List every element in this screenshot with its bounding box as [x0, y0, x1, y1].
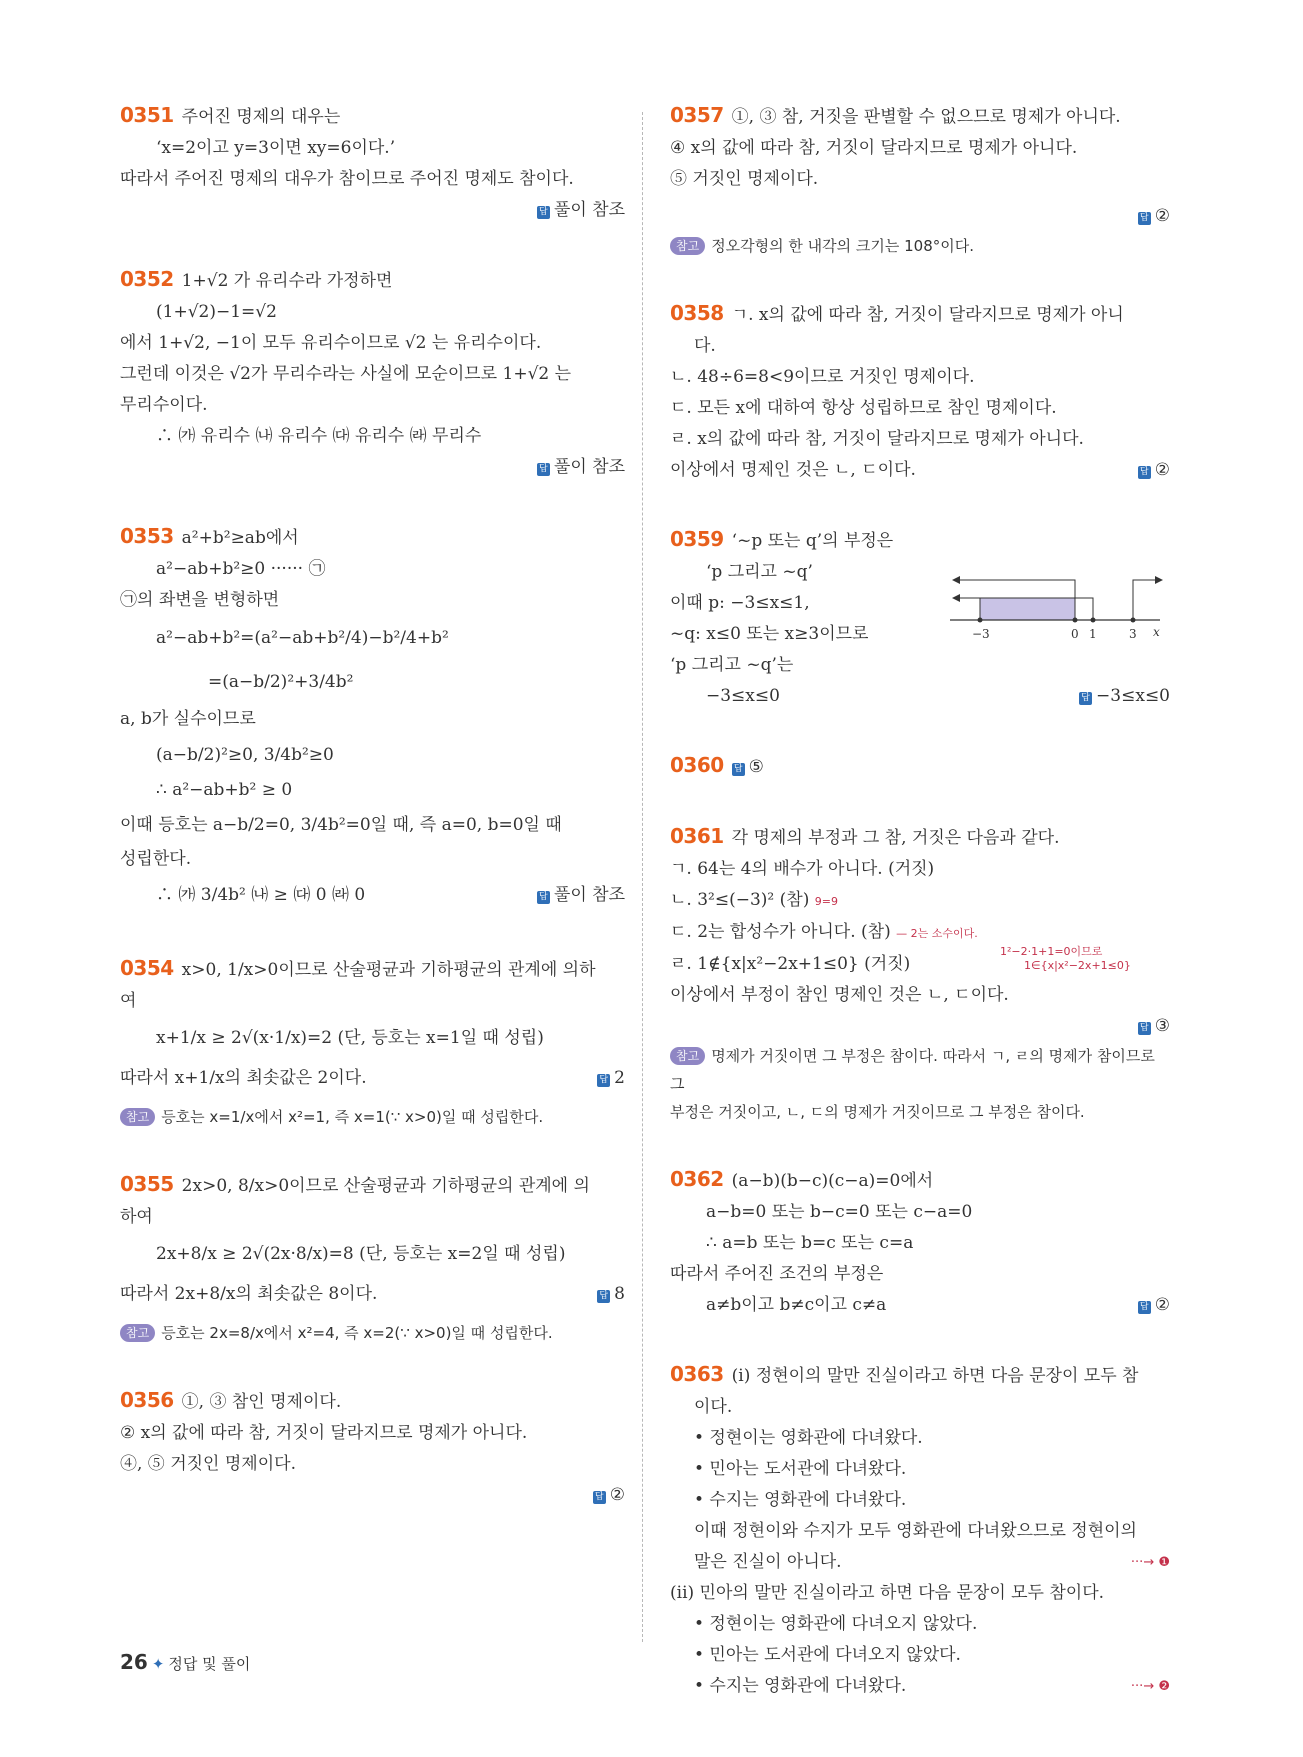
step-marker: ···→ ❶	[1130, 1555, 1170, 1570]
answer-icon: 답	[537, 891, 550, 904]
note-badge: 참고	[120, 1324, 155, 1342]
problem-0352: 0352 1+√2 가 유리수라 가정하면 (1+√2)−1=√2 에서 1+√2, −1이 모두 유리수이므로 √2 는 유리수이다. 그런데 이것은 √2가 무리수라는 사실에 모순이므로 1+√2 는 무리수이다. ∴ ㈎ 유리수 ㈏ 유리수 ㈐ 유리수 ㈑ 무리수 답 풀이 참조	[120, 264, 625, 483]
problem-number: 0354	[120, 956, 174, 980]
annotation: 1²−2·1+1=0이므로 1∈{x|x²−2x+1≤0}	[1000, 945, 1131, 972]
note: 참고 명제가 거짓이면 그 부정은 참이다. 따라서 ㄱ, ㄹ의 명제가 참이므로 그 부정은 거짓이고, ㄴ, ㄷ의 명제가 거짓이므로 그 부정은 참이다.	[670, 1047, 1155, 1121]
shaded-interval	[980, 598, 1075, 620]
answer: 답 ②	[120, 1480, 625, 1511]
answer: 답 ②	[1138, 455, 1170, 486]
tick-label: 3	[1129, 627, 1137, 641]
answer: 답 8	[597, 1275, 625, 1313]
note-badge: 참고	[670, 237, 705, 255]
answer: 답 ②	[1138, 1290, 1170, 1321]
note: 참고 등호는 2x=8/x에서 x²=4, 즉 x=2(∵ x>0)일 때 성립한다.	[120, 1319, 625, 1347]
left-column	[120, 100, 625, 1511]
answer-icon: 답	[1138, 466, 1151, 479]
annotation: 2는 소수이다.	[910, 927, 978, 940]
note-badge: 참고	[120, 1108, 155, 1126]
answer-icon: 답	[597, 1074, 610, 1087]
answer-icon: 답	[1138, 1301, 1151, 1314]
problem-number: 0358	[670, 301, 724, 325]
step-marker: ···→ ❷	[1130, 1679, 1170, 1694]
number-line-figure	[950, 568, 1165, 643]
problem-number: 0359	[670, 527, 724, 551]
tick-label: 0	[1071, 627, 1079, 641]
problem-number: 0353	[120, 524, 174, 548]
problem-0360: 0360 답 ⑤	[670, 753, 764, 777]
answer-icon: 답	[537, 206, 550, 219]
right-column	[670, 100, 1170, 1702]
answer: 답 ③	[670, 1011, 1170, 1042]
problem-0357: 0357 ①, ③ 참, 거짓을 판별할 수 없으므로 명제가 아니다. ④ x의 값에 따라 참, 거짓이 달라지므로 명제가 아니다. ⑤ 거짓인 명제이다. 답 ② 참고 정오각형의 한 내각의 크기는 108°이다.	[670, 100, 1170, 260]
answer: 답 ②	[670, 201, 1170, 232]
problem-number: 0355	[120, 1172, 174, 1196]
not-q-right	[1133, 580, 1160, 620]
answer: 답 풀이 참조	[120, 452, 625, 483]
star-icon: ✦	[151, 1655, 165, 1673]
problem-0362: 0362 (a−b)(b−c)(c−a)=0에서 a−b=0 또는 b−c=0 또는 c−a=0 ∴ a=b 또는 b=c 또는 c=a 따라서 주어진 조건의 부정은 a≠b이고 b≠c이고 c≠a 답 ②	[670, 1164, 1170, 1321]
axis-label: x	[1153, 625, 1160, 639]
problem-0363: 0363 (i) 정현이의 말만 진실이라고 하면 다음 문장이 모두 참 이다. • 정현이는 영화관에 다녀왔다. • 민아는 도서관에 다녀왔다. • 수지는 영화관에 다녀왔다. 이때 정현이와 수지가 모두 영화관에 다녀왔으므로 정현이의 말은 진실이 아니다. ···→ ❶ (ii) 민아의 말만 진실이라고 하면 다음 문장이 모두 참이다. • 정현이는 영화관에 다녀오지 않았다. • 민아는 도서관에 다녀오지 않았다. • 수지는 영화관에 다녀왔다. ···→ ❷	[670, 1359, 1170, 1702]
problem-0354: 0354 x>0, 1/x>0이므로 산술평균과 기하평균의 관계에 의하 여 x+1/x ≥ 2√(x·1/x)=2 (단, 등호는 x=1일 때 성립) 따라서 x+1/x의 최솟값은 2이다. 답 2 참고 등호는 x=1/x에서 x²=1, 즉 x=1(∵ x>0)일 때 성립한다.	[120, 953, 625, 1131]
answer-icon: 답	[593, 1491, 606, 1504]
problem-0351: 0351 주어진 명제의 대우는 ‘x=2이고 y=3이면 xy=6이다.’ 따라서 주어진 명제의 대우가 참이므로 주어진 명제도 참이다. 답 풀이 참조	[120, 100, 625, 226]
problem-number: 0362	[670, 1167, 724, 1191]
annotation: —	[896, 927, 911, 940]
answer-icon: 답	[1138, 212, 1151, 225]
answer-icon: 답	[1079, 692, 1092, 705]
answer: 답 풀이 참조	[537, 875, 625, 915]
footer-title: 정답 및 풀이	[168, 1655, 251, 1673]
problem-number: 0356	[120, 1388, 174, 1412]
tick-label: −3	[972, 627, 990, 641]
answer-icon: 답	[537, 463, 550, 476]
answer-icon: 답	[597, 1290, 610, 1303]
answer: 답 풀이 참조	[120, 195, 625, 226]
problem-number: 0361	[670, 824, 724, 848]
note-badge: 참고	[670, 1047, 705, 1065]
page-footer	[120, 1650, 250, 1674]
answer-icon: 답	[732, 763, 745, 776]
note: 참고 등호는 x=1/x에서 x²=1, 즉 x=1(∵ x>0)일 때 성립한다.	[120, 1103, 625, 1131]
answer: 답 2	[597, 1059, 625, 1097]
problem-0355: 0355 2x>0, 8/x>0이므로 산술평균과 기하평균의 관계에 의 하여 2x+8/x ≥ 2√(2x·8/x)=8 (단, 등호는 x=2일 때 성립) 따라서 2x+8/x의 최솟값은 8이다. 답 8 참고 등호는 2x=8/x에서 x²=4, 즉 x=2(∵ x>0)일 때 성립한다.	[120, 1169, 625, 1347]
page-number: 26	[120, 1650, 148, 1674]
problem-number: 0363	[670, 1362, 724, 1386]
problem-number: 0351	[120, 103, 174, 127]
problem-0353: 0353 a²+b²≥ab에서 a²−ab+b²≥0 ······ ㉠ ㉠의 좌변을 변형하면 a²−ab+b²=(a²−ab+b²/4)−b²/4+b² =(a−b/2)²+3/4b² a, b가 실수이므로 (a−b/2)²≥0, 3/4b²≥0 ∴ a²−ab+b² ≥ 0 이때 등호는 a−b/2=0, 3/4b²=0일 때, 즉 a=0, b=0일 때 성립한다. ∴ ㈎ 3/4b² ㈏ ≥ ㈐ 0 ㈑ 0 답 풀이 참조	[120, 521, 625, 915]
answer: 답 −3≤x≤0	[1079, 681, 1170, 712]
problem-0359: 0359 ‘~p 또는 q’의 부정은 ‘p 그리고 ~q’ 이때 p: −3≤x≤1, ~q: x≤0 또는 x≥3이므로 ‘p 그리고 ~q’는 −3≤x≤0 답 −3≤x≤0	[670, 524, 1170, 712]
problem-0361: 0361 각 명제의 부정과 그 참, 거짓은 다음과 같다. ㄱ. 64는 4의 배수가 아니다. (거짓) ㄴ. 3²≤(−3)² (참) 9=9 ㄷ. 2는 합성수가 아니다. (참) — 2는 소수이다. ㄹ. 1∉{x|x²−2x+1≤0} (거짓) 1²−2·1+1=0이므로 1∈{x|x²−2x+1≤0} 이상에서 부정이 참인 명제인 것은 ㄴ, ㄷ이다. 답 ③ 참고 명제가 거짓이면 그 부정은 참이다. 따라서 ㄱ, ㄹ의 명제가 참이므로 그 부정은 거짓이고, ㄴ, ㄷ의 명제가 거짓이므로 그 부정은 참이다.	[670, 821, 1170, 1126]
problem-number: 0352	[120, 267, 174, 291]
column-divider	[642, 112, 643, 1642]
note: 참고 정오각형의 한 내각의 크기는 108°이다.	[670, 232, 1170, 260]
answer-icon: 답	[1138, 1022, 1151, 1035]
problem-number: 0360	[670, 753, 724, 777]
problem-0356: 0356 ①, ③ 참인 명제이다. ② x의 값에 따라 참, 거짓이 달라지므로 명제가 아니다. ④, ⑤ 거짓인 명제이다. 답 ②	[120, 1385, 625, 1511]
problem-number: 0357	[670, 103, 724, 127]
problem-0358: 0358 ㄱ. x의 값에 따라 참, 거짓이 달라지므로 명제가 아니 다. ㄴ. 48÷6=8<9이므로 거짓인 명제이다. ㄷ. 모든 x에 대하여 항상 성립하므로 참인 명제이다. ㄹ. x의 값에 따라 참, 거짓이 달라지므로 명제가 아니다. 이상에서 명제인 것은 ㄴ, ㄷ이다. 답 ②	[670, 298, 1170, 486]
tick-label: 1	[1089, 627, 1097, 641]
annotation: 9=9	[814, 895, 838, 908]
